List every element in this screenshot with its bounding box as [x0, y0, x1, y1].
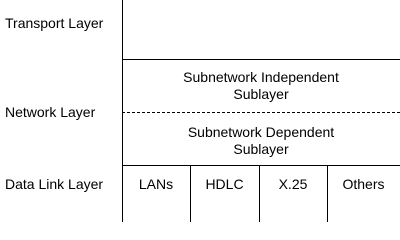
datalink-divider-1: [190, 165, 191, 222]
datalink-item-x25: X.25: [278, 176, 308, 192]
data-link-layer-label: Data Link Layer: [5, 176, 104, 192]
transport-network-separator: [122, 59, 400, 60]
subnetwork-independent-line-2: Sublayer: [233, 86, 289, 102]
network-datalink-separator: [122, 165, 400, 166]
datalink-item-lans: LANs: [138, 176, 174, 192]
datalink-item-hdlc: HDLC: [205, 176, 244, 192]
network-layer-label: Network Layer: [5, 104, 96, 120]
subnetwork-independent-sublayer: [122, 69, 400, 103]
subnetwork-dependent-line-1: Subnetwork Dependent: [187, 124, 335, 140]
datalink-item-others: Others: [342, 176, 385, 192]
subnetwork-dependent-sublayer: [122, 124, 400, 158]
transport-layer-label: Transport Layer: [5, 15, 104, 31]
datalink-divider-2: [259, 165, 260, 222]
subnetwork-dependent-line-2: Sublayer: [233, 141, 289, 157]
subnetwork-independent-line-1: Subnetwork Independent: [183, 69, 339, 85]
sublayer-dashed-separator: [122, 112, 400, 113]
datalink-divider-3: [327, 165, 328, 222]
